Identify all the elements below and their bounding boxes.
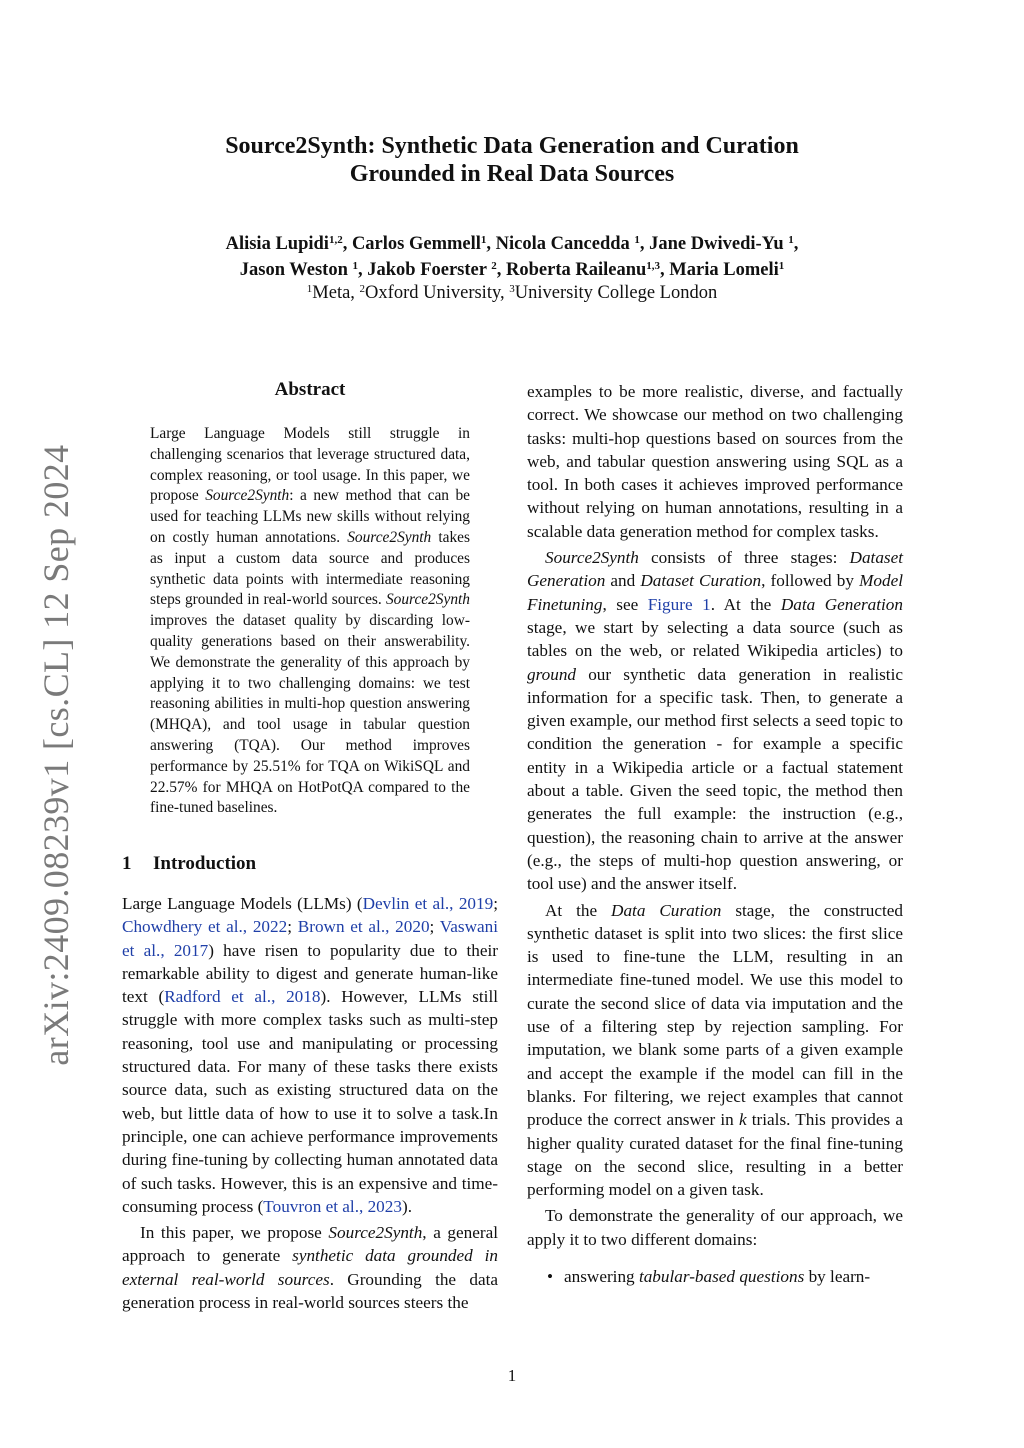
author-line-1: Alisia Lupidi$^{1,2}$, Carlos Gemmell$^1$, Nicola Cancedda $^1$, Jane Dwivedi-Yu $^1$,: [225, 234, 799, 254]
body-text: Large Language Models (LLMs) (: [122, 894, 363, 913]
paper-title: [140, 132, 884, 188]
body-text: answering: [564, 1266, 639, 1286]
body-text: and: [605, 571, 641, 591]
body-text: At the: [545, 900, 612, 920]
author-affiliation-mark: 1: [352, 260, 358, 272]
abstract-text-run: : a new method that can be used for teaching LLMs new skills without relying on costly human annotations.: [150, 487, 470, 546]
body-text: , a general approach to generate: [122, 1223, 499, 1266]
author-affiliation-mark: 1: [634, 234, 640, 246]
citation-link[interactable]: Vaswani et al., 2017: [122, 917, 498, 960]
domain-list: [527, 1265, 903, 1288]
author-name: Roberta Raileanu: [506, 260, 647, 280]
stage-name: Model Finetuning: [527, 571, 903, 614]
author-name: Jakob Foerster: [367, 260, 492, 280]
body-text: stage, we start by selecting a data source (such as tables on the web, or related Wikipedia articles) to: [527, 617, 903, 661]
body-text: . At the: [710, 594, 781, 614]
affiliation-name: University College London: [514, 283, 718, 303]
arxiv-identifier: arXiv:2409.08239v1 [cs.CL] 12 Sep 2024: [36, 444, 76, 1066]
title-line-1: Source2Synth: Synthetic Data Generation and Curation: [225, 133, 799, 159]
affiliation-name: Meta,: [312, 283, 360, 303]
method-name: Source2Synth: [385, 591, 470, 609]
affiliations: [140, 282, 884, 304]
abstract-text-run: takes as input a custom data source and produces synthetic data points with intermediate reasoning steps grounded in real-world sources.: [150, 528, 470, 609]
citation-link[interactable]: Touvron et al., 2023: [263, 1196, 402, 1216]
right-paragraph-1: examples to be more realistic, diverse, and factually correct. We showcase our method on two challenging tasks: multi-hop questions based on sources from the web, and tabular question answering using SQL as a tool. In both cases it achieves improved performance without relying on human annotations, resulting in a scalable data generation method for complex tasks.: [527, 382, 903, 541]
section-title: Introduction: [153, 853, 257, 874]
citation-link[interactable]: Devlin et al., 2019: [362, 894, 494, 913]
abstract-text-run: Large Language Models still struggle in challenging scenarios that leverage structured data, complex reasoning, or tool usage. In this paper, we propose: [150, 425, 470, 505]
method-name: Source2Synth: [328, 1223, 423, 1243]
author-name: Jason Weston: [239, 260, 353, 280]
emphasis-text: tabular-based questions: [638, 1266, 805, 1286]
abstract-text-run: improves the dataset quality by discarding low-quality generations based on their answerability. We demonstrate the generality of this approach by applying it to two challenging domains: we test reasoning abilities in multi-hop question answering (MHQA), and tool usage in tabular question answering (TQA). Our method improves performance by 25.51% for TQA on WikiSQL and 22.57% for MHQA on HotPotQA compared to the fine-tuned baselines.: [150, 612, 470, 817]
method-name: Source2Synth: [347, 528, 432, 546]
body-text: , followed by: [761, 571, 860, 591]
author-name: Carlos Gemmell: [351, 234, 481, 254]
author-name: Jane Dwivedi-Yu: [649, 234, 789, 254]
section-number: 1: [122, 853, 132, 874]
title-line-2: Grounded in Real Data Sources: [349, 161, 675, 187]
author-name: Maria Lomeli: [669, 260, 779, 280]
body-text: trials. This provides a higher quality curated dataset for the final fine-tuning stage on the second slice, resulting in a better performing model on a given task.: [527, 1110, 903, 1200]
stage-name: Data Generation: [780, 594, 903, 614]
author-affiliation-mark: 2: [491, 260, 497, 272]
right-column-body: [527, 380, 903, 1288]
stage-name: Dataset Curation: [640, 571, 762, 591]
body-text: ;: [287, 917, 298, 937]
intro-paragraph-2: [122, 1221, 498, 1314]
citation-link[interactable]: Chowdhery et al., 2022: [122, 917, 288, 937]
intro-paragraph-1: [122, 892, 498, 1218]
author-name: Nicola Cancedda: [495, 234, 635, 254]
right-paragraph-4: To demonstrate the generality of our approach, we apply it to two different domains:: [527, 1206, 903, 1249]
right-paragraph-2: [527, 546, 903, 895]
author-affiliation-mark: 1,3: [646, 260, 661, 272]
author-line-2: Jason Weston $^1$, Jakob Foerster $^2$, Roberta Raileanu$^{1,3}$, Maria Lomeli$^1$: [239, 260, 785, 280]
author-affiliation-mark: 1: [778, 260, 785, 272]
body-text: our synthetic data generation in realistic information for a specific task. Then, to generate a given example, our method first selects a seed topic to condition the generation - for example a specific entity in a Wikipedia article or a factual statement about a table. Given the seed topic, the method then generates the full example: the instruction (e.g., question), the reasoning chain to arrive at the answer (e.g., the steps of multi-hop question answering, or tool use) and the answer itself.: [527, 664, 903, 894]
body-text: consists of three stages:: [638, 548, 850, 568]
arxiv-identifier-sidebar: [34, 444, 78, 1066]
figure-reference-link[interactable]: Figure 1: [647, 594, 711, 614]
stage-name: Dataset Generation: [527, 548, 903, 591]
page-number: 1: [507, 1366, 517, 1385]
author-affiliation-mark: 1,2: [328, 234, 343, 246]
list-item: [527, 1265, 903, 1288]
abstract-heading: Abstract: [274, 379, 346, 400]
body-text: by learn-: [804, 1266, 871, 1286]
body-text: , see: [602, 594, 648, 614]
body-text: . Grounding the data generation process in real-world sources steers the: [122, 1269, 498, 1313]
author-affiliation-mark: 1: [788, 234, 794, 246]
abstract-text: [150, 424, 470, 819]
method-name: Source2Synth: [205, 487, 290, 505]
affiliation-mark: 2: [359, 283, 366, 295]
affiliation-mark: 1: [306, 283, 313, 295]
citation-link[interactable]: Brown et al., 2020: [297, 917, 430, 937]
section-heading-introduction: [122, 853, 256, 875]
body-text: In this paper, we propose: [140, 1223, 329, 1243]
body-text: ). However, LLMs still struggle with more complex tasks such as multi-step reasoning, tool use and manipulating or processing structured data. For many of these tasks there exists source data, such as existing structured data on the web, but little data of how to use it to solve a task.In principle, one can achieve performance improvements during fine-tuning by collecting human annotated data of such tasks. However, this is an expensive and time-consuming process (: [122, 987, 498, 1216]
affiliation-name: Oxford University,: [365, 283, 510, 303]
body-text: ) have risen to popularity due to their remarkable ability to digest and generate human-like text (: [122, 940, 499, 1007]
left-column-body: [122, 892, 498, 1314]
method-name: Source2Synth: [545, 548, 639, 568]
body-text: ).: [401, 1196, 412, 1216]
author-list: [140, 231, 884, 283]
affiliation-mark: 3: [509, 283, 515, 295]
citation-link[interactable]: Radford et al., 2018: [164, 987, 321, 1007]
emphasis-text: synthetic data grounded in external real-world sources: [122, 1246, 498, 1289]
body-text: ;: [493, 894, 498, 913]
author-name: Alisia Lupidi: [225, 234, 329, 254]
body-text: ;: [429, 917, 440, 937]
math-variable: k: [738, 1110, 747, 1130]
right-paragraph-3: [527, 899, 903, 1202]
body-text: stage, the constructed synthetic dataset is split into two slices: the first slice is used to fine-tune the LLM, resulting in an intermediate fine-tuned model. We use this model to curate the second slice of data via imputation and the use of a filtering step by rejection sampling. For imputation, we blank some parts of a given example and accept the example if the model can fill in the blanks. For filtering, we reject examples that cannot produce the correct answer in: [527, 900, 903, 1130]
author-affiliation-mark: 1: [480, 234, 487, 246]
emphasis-text: ground: [527, 664, 577, 684]
stage-name: Data Curation: [611, 900, 722, 920]
